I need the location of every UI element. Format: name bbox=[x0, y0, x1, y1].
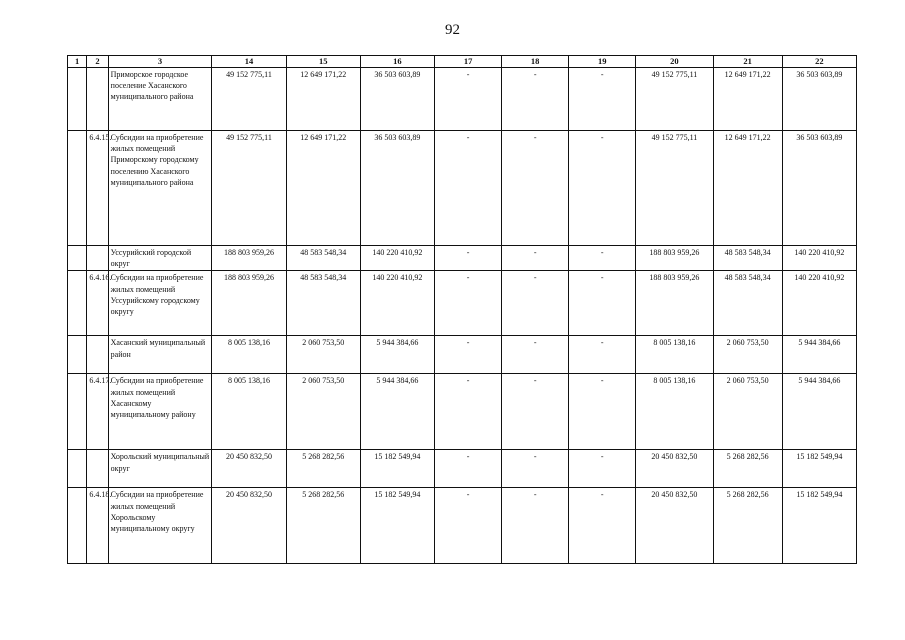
row-code: 6.4.18. bbox=[87, 488, 108, 564]
value-cell: - bbox=[502, 374, 569, 450]
column-header: 21 bbox=[713, 56, 782, 68]
budget-table bbox=[67, 55, 857, 564]
row-index-cell bbox=[68, 131, 87, 246]
value-cell: 188 803 959,26 bbox=[212, 246, 286, 271]
value-cell: 36 503 603,89 bbox=[782, 131, 856, 246]
value-cell: - bbox=[435, 488, 502, 564]
value-cell: 5 268 282,56 bbox=[286, 450, 360, 488]
value-cell: 49 152 775,11 bbox=[212, 68, 286, 131]
value-cell: 5 944 384,66 bbox=[360, 336, 434, 374]
row-name: Хорольский муниципальный округ bbox=[108, 450, 212, 488]
value-cell: - bbox=[502, 336, 569, 374]
value-cell: - bbox=[435, 246, 502, 271]
row-index-cell bbox=[68, 374, 87, 450]
row-index-cell bbox=[68, 246, 87, 271]
value-cell: - bbox=[569, 488, 636, 564]
table-row bbox=[68, 68, 857, 131]
value-cell: 36 503 603,89 bbox=[360, 68, 434, 131]
value-cell: 36 503 603,89 bbox=[782, 68, 856, 131]
value-cell: 49 152 775,11 bbox=[636, 131, 713, 246]
value-cell: 48 583 548,34 bbox=[713, 246, 782, 271]
column-header: 14 bbox=[212, 56, 286, 68]
value-cell: 15 182 549,94 bbox=[360, 488, 434, 564]
value-cell: - bbox=[435, 336, 502, 374]
column-header: 20 bbox=[636, 56, 713, 68]
column-header: 16 bbox=[360, 56, 434, 68]
value-cell: 8 005 138,16 bbox=[636, 336, 713, 374]
table-row bbox=[68, 271, 857, 336]
column-header: 19 bbox=[569, 56, 636, 68]
row-code bbox=[87, 246, 108, 271]
value-cell: - bbox=[435, 271, 502, 336]
row-index-cell bbox=[68, 336, 87, 374]
value-cell: 5 268 282,56 bbox=[713, 450, 782, 488]
value-cell: 20 450 832,50 bbox=[636, 488, 713, 564]
value-cell: - bbox=[435, 374, 502, 450]
column-header: 17 bbox=[435, 56, 502, 68]
value-cell: 15 182 549,94 bbox=[782, 450, 856, 488]
value-cell: - bbox=[569, 68, 636, 131]
value-cell: 20 450 832,50 bbox=[636, 450, 713, 488]
value-cell: 5 944 384,66 bbox=[782, 374, 856, 450]
value-cell: 188 803 959,26 bbox=[212, 271, 286, 336]
value-cell: 140 220 410,92 bbox=[782, 246, 856, 271]
value-cell: 8 005 138,16 bbox=[212, 374, 286, 450]
column-header: 1 bbox=[68, 56, 87, 68]
value-cell: - bbox=[569, 374, 636, 450]
value-cell: 20 450 832,50 bbox=[212, 488, 286, 564]
value-cell: - bbox=[569, 450, 636, 488]
header-row bbox=[68, 56, 857, 68]
value-cell: 188 803 959,26 bbox=[636, 271, 713, 336]
column-header: 2 bbox=[87, 56, 108, 68]
row-name: Приморское городское поселение Хасанского муниципального района bbox=[108, 68, 212, 131]
row-name: Уссурийский городской округ bbox=[108, 246, 212, 271]
value-cell: 140 220 410,92 bbox=[360, 246, 434, 271]
value-cell: 2 060 753,50 bbox=[286, 336, 360, 374]
value-cell: 8 005 138,16 bbox=[212, 336, 286, 374]
table-row bbox=[68, 131, 857, 246]
row-index-cell bbox=[68, 68, 87, 131]
row-index-cell bbox=[68, 488, 87, 564]
row-name: Хасанский муниципальный район bbox=[108, 336, 212, 374]
value-cell: - bbox=[435, 68, 502, 131]
value-cell: 2 060 753,50 bbox=[713, 374, 782, 450]
value-cell: 5 268 282,56 bbox=[713, 488, 782, 564]
column-header: 3 bbox=[108, 56, 212, 68]
row-code bbox=[87, 336, 108, 374]
value-cell: - bbox=[502, 246, 569, 271]
row-code bbox=[87, 68, 108, 131]
value-cell: 2 060 753,50 bbox=[286, 374, 360, 450]
value-cell: 49 152 775,11 bbox=[636, 68, 713, 131]
value-cell: - bbox=[569, 336, 636, 374]
column-header: 15 bbox=[286, 56, 360, 68]
value-cell: - bbox=[569, 246, 636, 271]
row-index-cell bbox=[68, 450, 87, 488]
value-cell: 12 649 171,22 bbox=[286, 131, 360, 246]
value-cell: 12 649 171,22 bbox=[713, 131, 782, 246]
value-cell: 5 944 384,66 bbox=[782, 336, 856, 374]
value-cell: 140 220 410,92 bbox=[360, 271, 434, 336]
value-cell: - bbox=[502, 271, 569, 336]
row-name: Субсидии на приобретение жилых помещений Приморскому городскому поселению Хасанского муниципального района bbox=[108, 131, 212, 246]
value-cell: - bbox=[435, 450, 502, 488]
row-index-cell bbox=[68, 271, 87, 336]
value-cell: 15 182 549,94 bbox=[782, 488, 856, 564]
value-cell: 188 803 959,26 bbox=[636, 246, 713, 271]
row-code: 6.4.16. bbox=[87, 271, 108, 336]
value-cell: - bbox=[502, 131, 569, 246]
value-cell: 48 583 548,34 bbox=[286, 271, 360, 336]
table-row bbox=[68, 246, 857, 271]
value-cell: - bbox=[502, 488, 569, 564]
table-row bbox=[68, 450, 857, 488]
row-code: 6.4.15. bbox=[87, 131, 108, 246]
value-cell: 48 583 548,34 bbox=[713, 271, 782, 336]
value-cell: 5 268 282,56 bbox=[286, 488, 360, 564]
value-cell: 140 220 410,92 bbox=[782, 271, 856, 336]
value-cell: 5 944 384,66 bbox=[360, 374, 434, 450]
row-code: 6.4.17. bbox=[87, 374, 108, 450]
value-cell: 12 649 171,22 bbox=[713, 68, 782, 131]
page-number: 92 bbox=[445, 22, 460, 38]
value-cell: - bbox=[502, 450, 569, 488]
value-cell: 12 649 171,22 bbox=[286, 68, 360, 131]
value-cell: - bbox=[502, 68, 569, 131]
row-name: Субсидии на приобретение жилых помещений Хасанскому муниципальному району bbox=[108, 374, 212, 450]
value-cell: 20 450 832,50 bbox=[212, 450, 286, 488]
row-name: Субсидии на приобретение жилых помещений Хорольскому муниципальному округу bbox=[108, 488, 212, 564]
table-row bbox=[68, 374, 857, 450]
value-cell: - bbox=[569, 271, 636, 336]
row-name: Субсидии на приобретение жилых помещений Уссурийскому городскому округу bbox=[108, 271, 212, 336]
value-cell: - bbox=[569, 131, 636, 246]
value-cell: 8 005 138,16 bbox=[636, 374, 713, 450]
column-header: 22 bbox=[782, 56, 856, 68]
value-cell: 2 060 753,50 bbox=[713, 336, 782, 374]
column-header: 18 bbox=[502, 56, 569, 68]
value-cell: 48 583 548,34 bbox=[286, 246, 360, 271]
table-row bbox=[68, 336, 857, 374]
value-cell: 36 503 603,89 bbox=[360, 131, 434, 246]
value-cell: 49 152 775,11 bbox=[212, 131, 286, 246]
value-cell: - bbox=[435, 131, 502, 246]
table-row bbox=[68, 488, 857, 564]
value-cell: 15 182 549,94 bbox=[360, 450, 434, 488]
row-code bbox=[87, 450, 108, 488]
